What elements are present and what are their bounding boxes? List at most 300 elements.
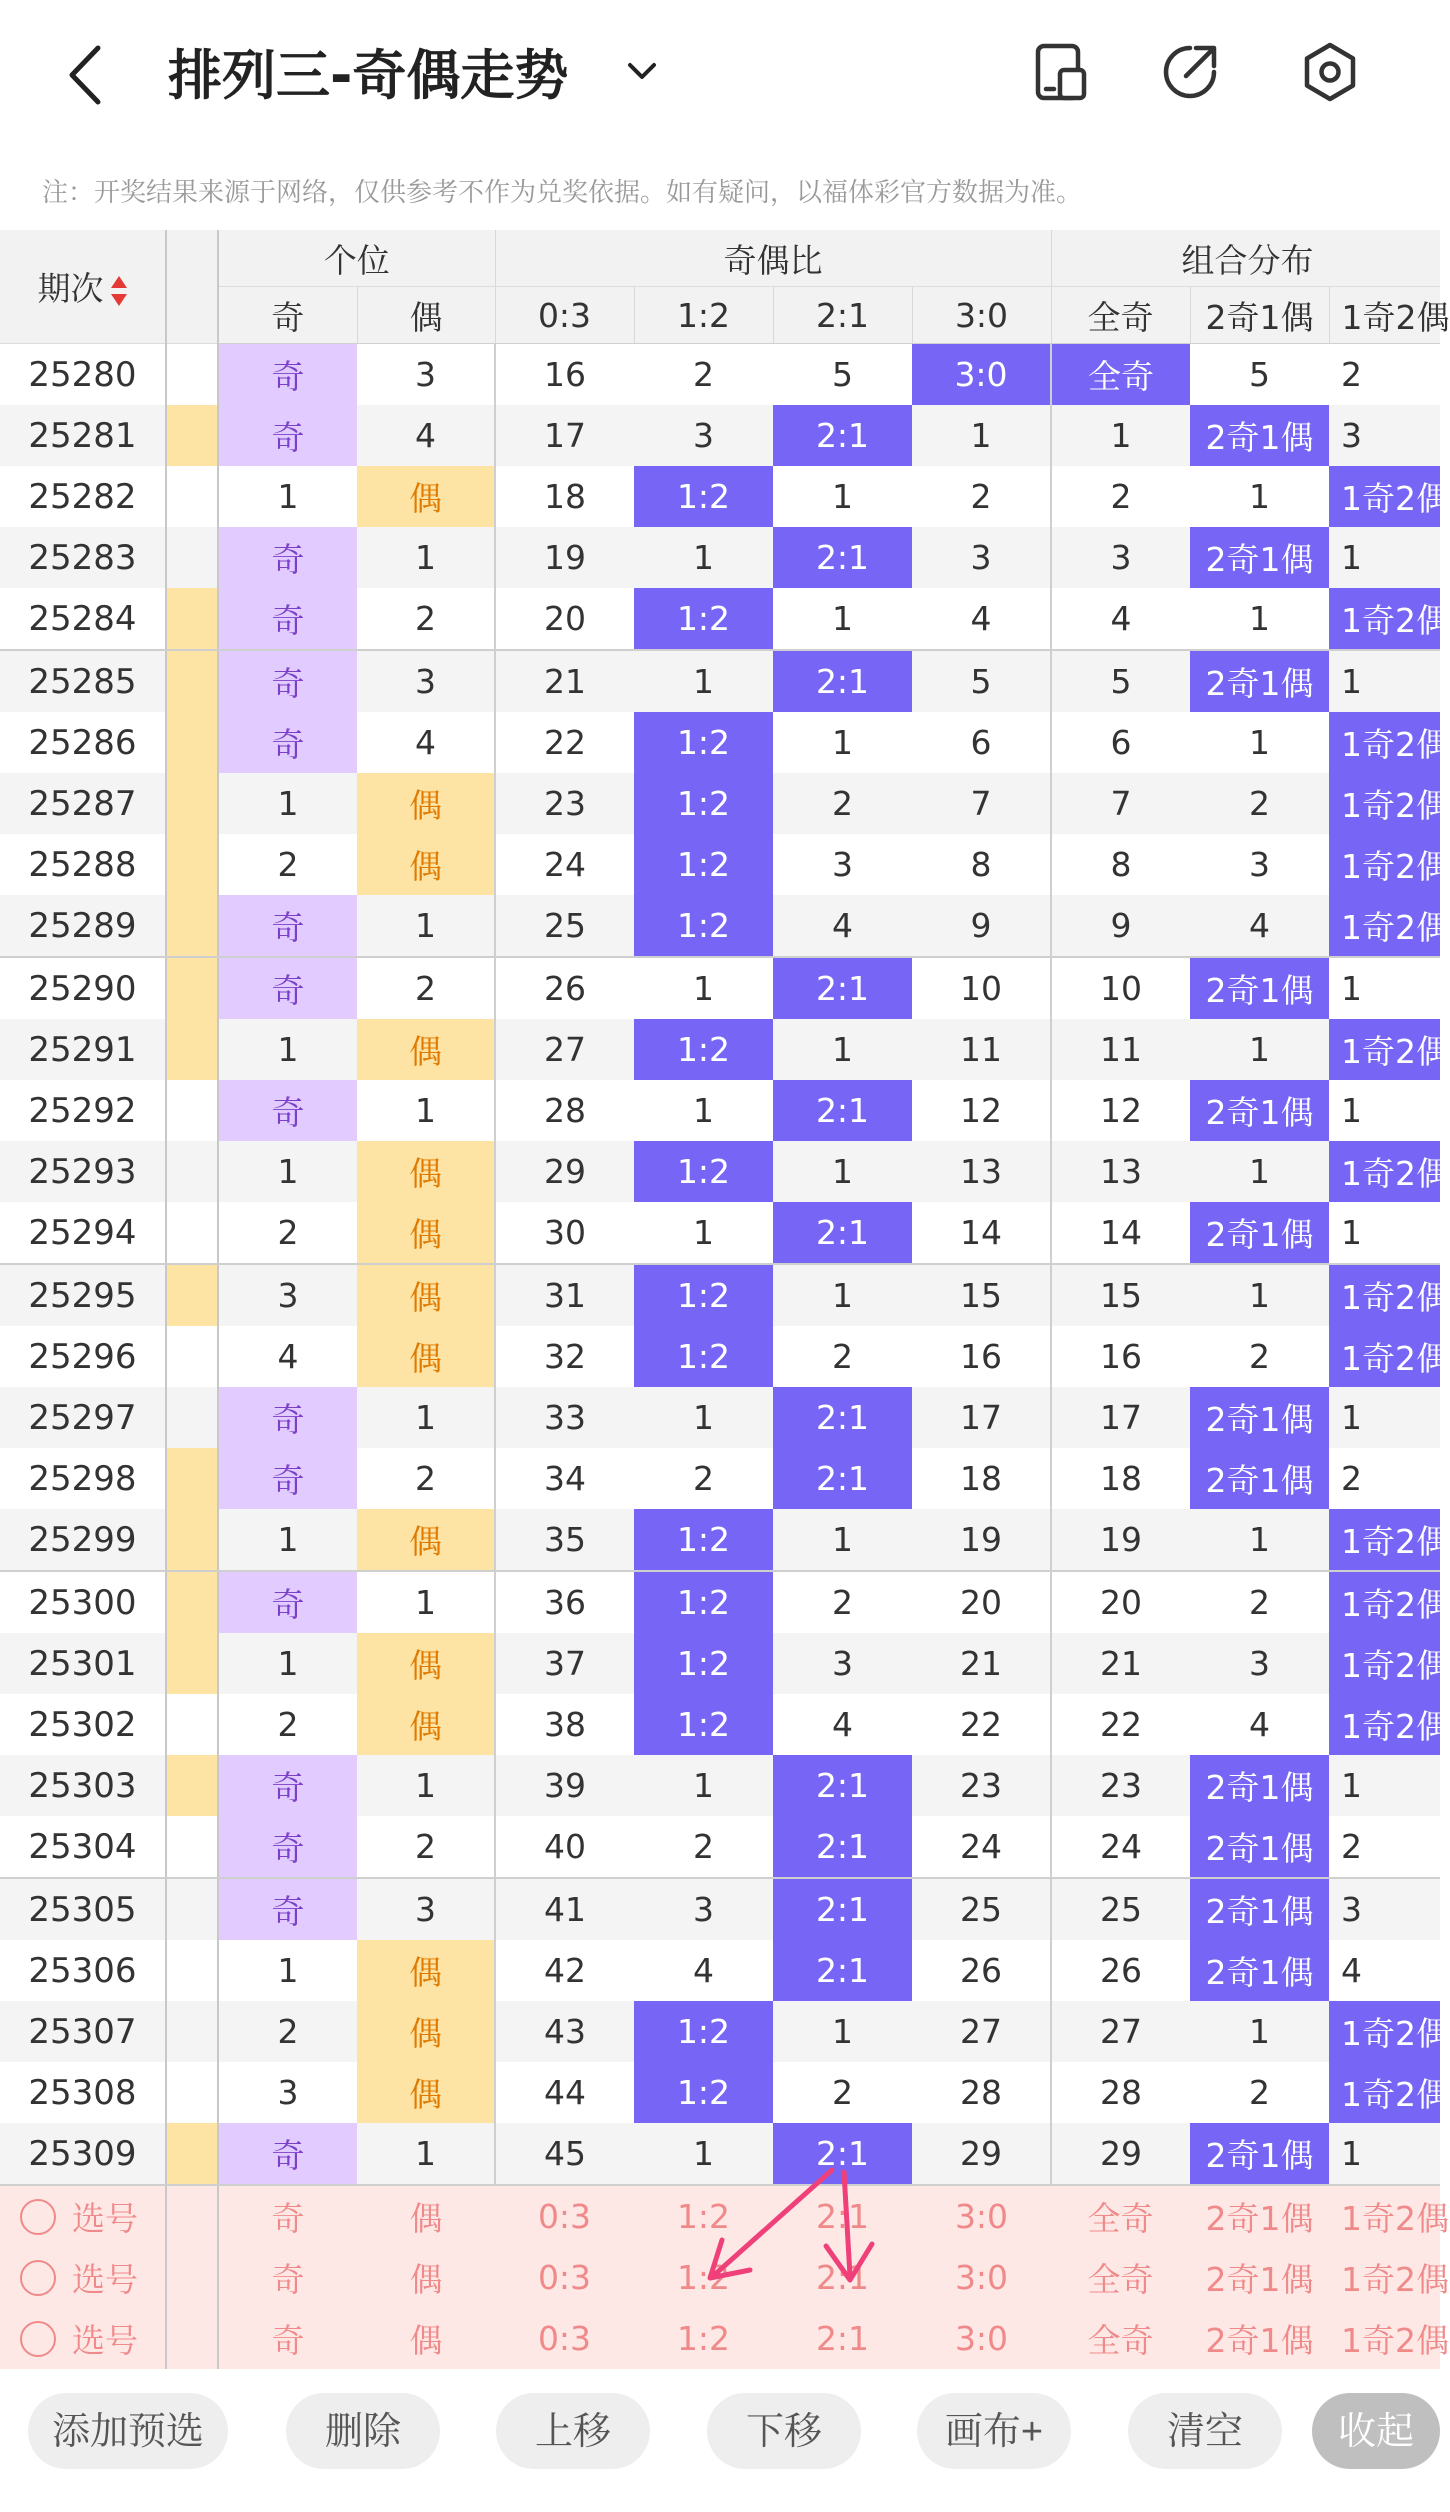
add-preselect-button[interactable]: 添加预选 bbox=[28, 2393, 228, 2469]
table-row bbox=[0, 1141, 1440, 1202]
period-cell: 25294 bbox=[0, 1202, 166, 1264]
bottom-toolbar bbox=[0, 2375, 1440, 2512]
period-cell: 25306 bbox=[0, 1940, 166, 2001]
combo-1odd-2even-cell: 1 bbox=[1341, 1091, 1362, 1130]
table-row bbox=[0, 1202, 1440, 1264]
period-cell: 25309 bbox=[0, 2123, 166, 2185]
ratio-3-0-cell: 13 bbox=[912, 1141, 1051, 1202]
unit-even-cell: 偶 bbox=[357, 1326, 495, 1387]
unit-even-cell: 1 bbox=[415, 1583, 436, 1622]
ratio-3-0-cell: 3 bbox=[912, 527, 1051, 588]
combo-2odd-1even-cell: 2奇1偶 bbox=[1190, 1940, 1329, 2001]
combo-2odd-1even-cell: 2奇1偶 bbox=[1190, 1080, 1329, 1141]
combo-2odd-1even-cell: 2奇1偶 bbox=[1190, 405, 1329, 466]
table-row bbox=[0, 1387, 1440, 1448]
pick-unit-odd-cell[interactable]: 奇 bbox=[218, 2185, 357, 2247]
period-cell: 25301 bbox=[0, 1633, 166, 1694]
ratio-2-1-cell: 2:1 bbox=[773, 1202, 912, 1264]
period-cell: 25303 bbox=[0, 1755, 166, 1816]
pick-ratio-2-1-cell[interactable]: 2:1 bbox=[773, 2185, 912, 2247]
col-header-1odd-2even: 1奇2偶 bbox=[1329, 287, 1440, 344]
ratio-0-3-cell: 17 bbox=[495, 405, 634, 466]
group-header-ratio: 奇偶比 bbox=[495, 230, 1051, 287]
unit-odd-cell: 1 bbox=[218, 1633, 357, 1694]
ratio-1-2-cell: 1:2 bbox=[634, 2062, 773, 2123]
combo-1odd-2even-cell: 1奇2偶 bbox=[1329, 834, 1440, 895]
pick-combo-1odd-2even-cell[interactable]: 1奇2偶 bbox=[1329, 2185, 1440, 2247]
marker-cell bbox=[166, 1080, 218, 1141]
ratio-0-3-cell: 27 bbox=[495, 1019, 634, 1080]
pick-row[interactable] bbox=[0, 2185, 1440, 2247]
combo-all-odd-cell: 25 bbox=[1051, 1878, 1190, 1940]
chevron-down-icon[interactable] bbox=[622, 52, 662, 92]
period-cell: 25296 bbox=[0, 1326, 166, 1387]
pick-unit-odd-cell[interactable]: 奇 bbox=[218, 2247, 357, 2308]
pick-ratio-0-3-cell[interactable]: 0:3 bbox=[495, 2247, 634, 2308]
combo-2odd-1even-cell: 2奇1偶 bbox=[1190, 527, 1329, 588]
col-header-1-2: 1:2 bbox=[634, 287, 773, 344]
ratio-2-1-cell: 1 bbox=[773, 1509, 912, 1571]
ratio-2-1-cell: 2:1 bbox=[773, 1448, 912, 1509]
combo-2odd-1even-cell: 1 bbox=[1190, 1264, 1329, 1326]
combo-1odd-2even-cell: 2 bbox=[1341, 1459, 1362, 1498]
pick-select-cell[interactable] bbox=[0, 2247, 166, 2308]
combo-2odd-1even-cell: 1 bbox=[1249, 477, 1270, 516]
combo-1odd-2even-cell: 1奇2偶 bbox=[1329, 466, 1440, 527]
unit-odd-cell: 奇 bbox=[218, 712, 357, 773]
unit-odd-cell: 1 bbox=[218, 1509, 357, 1571]
unit-even-cell: 4 bbox=[415, 723, 436, 762]
combo-1odd-2even-cell: 1 bbox=[1341, 969, 1362, 1008]
ratio-0-3-cell: 31 bbox=[495, 1264, 634, 1326]
table-row bbox=[0, 1326, 1440, 1387]
ratio-2-1-cell: 1 bbox=[832, 477, 853, 516]
combo-1odd-2even-cell: 1奇2偶 bbox=[1329, 1633, 1440, 1694]
unit-odd-cell: 奇 bbox=[218, 1755, 357, 1816]
unit-odd-cell: 奇 bbox=[218, 344, 357, 406]
marker-cell bbox=[166, 1202, 218, 1264]
combo-1odd-2even-cell: 1 bbox=[1329, 650, 1440, 712]
pick-ratio-2-1-cell[interactable]: 2:1 bbox=[773, 2308, 912, 2369]
table-row bbox=[0, 1633, 1440, 1694]
pick-ratio-1-2-cell[interactable]: 1:2 bbox=[634, 2308, 773, 2369]
combo-all-odd-cell: 22 bbox=[1051, 1694, 1190, 1755]
pick-unit-even-cell[interactable]: 偶 bbox=[357, 2185, 495, 2247]
unit-odd-cell: 奇 bbox=[218, 1080, 357, 1141]
pick-combo-all-odd-cell[interactable]: 全奇 bbox=[1051, 2308, 1190, 2369]
ratio-0-3-cell: 32 bbox=[495, 1326, 634, 1387]
table-row bbox=[0, 895, 1440, 957]
combo-all-odd-cell: 14 bbox=[1051, 1202, 1190, 1264]
marker-cell bbox=[166, 405, 218, 466]
pick-ratio-1-2-cell[interactable]: 1:2 bbox=[634, 2185, 773, 2247]
ratio-0-3-cell: 37 bbox=[495, 1633, 634, 1694]
marker-cell bbox=[166, 1878, 218, 1940]
combo-all-odd-cell: 8 bbox=[1051, 834, 1190, 895]
marker-cell bbox=[166, 2123, 218, 2185]
trend-table-container[interactable] bbox=[0, 230, 1450, 2370]
unit-odd-cell: 奇 bbox=[218, 1571, 357, 1633]
pick-select-cell[interactable] bbox=[0, 2185, 166, 2247]
pick-ratio-3-0-cell[interactable]: 3:0 bbox=[912, 2308, 1051, 2369]
pick-unit-even-cell[interactable]: 偶 bbox=[357, 2247, 495, 2308]
trend-table bbox=[0, 230, 1450, 2369]
ratio-1-2-cell: 2 bbox=[693, 1459, 714, 1498]
unit-even-cell: 偶 bbox=[357, 834, 495, 895]
combo-all-odd-cell: 10 bbox=[1051, 957, 1190, 1019]
table-row bbox=[0, 2123, 1440, 2185]
ratio-3-0-cell: 22 bbox=[960, 1705, 1002, 1744]
pick-combo-2odd-1even-cell[interactable]: 2奇1偶 bbox=[1190, 2185, 1329, 2247]
ratio-2-1-cell: 2:1 bbox=[773, 405, 912, 466]
back-icon[interactable] bbox=[58, 40, 118, 110]
ratio-3-0-cell: 10 bbox=[960, 969, 1002, 1008]
pick-select-cell[interactable] bbox=[0, 2308, 166, 2369]
canvas-button[interactable]: 画布+ bbox=[917, 2393, 1071, 2469]
combo-1odd-2even-cell: 1奇2偶 bbox=[1329, 588, 1440, 650]
pick-ratio-0-3-cell[interactable]: 0:3 bbox=[495, 2308, 634, 2369]
combo-1odd-2even-cell: 2 bbox=[1329, 1816, 1440, 1878]
period-cell: 25290 bbox=[0, 957, 166, 1019]
ratio-1-2-cell: 1:2 bbox=[634, 1264, 773, 1326]
unit-even-cell: 偶 bbox=[357, 1633, 495, 1694]
table-row bbox=[0, 957, 1440, 1019]
ratio-0-3-cell: 23 bbox=[495, 773, 634, 834]
move-up-button[interactable]: 上移 bbox=[496, 2393, 650, 2469]
combo-all-odd-cell: 17 bbox=[1051, 1387, 1190, 1448]
delete-button[interactable]: 删除 bbox=[286, 2393, 440, 2469]
ratio-2-1-cell: 2:1 bbox=[773, 1755, 912, 1816]
combo-all-odd-cell: 27 bbox=[1051, 2001, 1190, 2062]
period-cell: 25292 bbox=[0, 1080, 166, 1141]
marker-cell bbox=[166, 712, 218, 773]
combo-2odd-1even-cell: 2奇1偶 bbox=[1190, 1387, 1329, 1448]
combo-1odd-2even-cell: 1 bbox=[1329, 527, 1440, 588]
unit-even-cell: 3 bbox=[357, 1878, 495, 1940]
combo-all-odd-cell: 2 bbox=[1051, 466, 1190, 527]
page-title[interactable]: 排列三-奇偶走势 bbox=[168, 44, 569, 107]
marker-cell bbox=[166, 1816, 218, 1878]
combo-all-odd-cell: 23 bbox=[1051, 1755, 1190, 1816]
combo-2odd-1even-cell: 2 bbox=[1190, 773, 1329, 834]
phone-layout-icon[interactable] bbox=[1028, 40, 1092, 104]
settings-icon[interactable] bbox=[1298, 40, 1362, 104]
ratio-3-0-cell: 26 bbox=[960, 1951, 1002, 1990]
combo-1odd-2even-cell: 1奇2偶 bbox=[1329, 1264, 1440, 1326]
radio-circle-icon[interactable] bbox=[20, 2199, 56, 2235]
ratio-1-2-cell: 1:2 bbox=[634, 466, 773, 527]
combo-2odd-1even-cell: 2奇1偶 bbox=[1190, 1816, 1329, 1878]
combo-all-odd-cell: 9 bbox=[1051, 895, 1190, 957]
period-cell: 25282 bbox=[0, 466, 166, 527]
ratio-3-0-cell: 2 bbox=[970, 477, 992, 516]
col-header-ou: 偶 bbox=[357, 287, 495, 344]
ratio-2-1-cell: 2:1 bbox=[773, 1878, 912, 1940]
combo-all-odd-cell: 15 bbox=[1051, 1264, 1190, 1326]
pick-row[interactable] bbox=[0, 2308, 1440, 2369]
ratio-0-3-cell: 45 bbox=[495, 2123, 634, 2185]
combo-all-odd-cell: 1 bbox=[1051, 405, 1190, 466]
combo-1odd-2even-cell: 1奇2偶 bbox=[1329, 1509, 1440, 1571]
unit-odd-cell: 奇 bbox=[218, 405, 357, 466]
ratio-3-0-cell: 25 bbox=[912, 1878, 1051, 1940]
table-row bbox=[0, 1755, 1440, 1816]
combo-all-odd-cell: 21 bbox=[1051, 1633, 1190, 1694]
ratio-1-2-cell: 1 bbox=[634, 1202, 773, 1264]
ratio-1-2-cell: 1 bbox=[693, 1091, 714, 1130]
ratio-2-1-cell: 2 bbox=[773, 773, 912, 834]
ratio-1-2-cell: 1:2 bbox=[634, 1019, 773, 1080]
combo-1odd-2even-cell: 1奇2偶 bbox=[1329, 1141, 1440, 1202]
marker-cell bbox=[166, 834, 218, 895]
marker-cell bbox=[166, 773, 218, 834]
ratio-1-2-cell: 1:2 bbox=[634, 895, 773, 957]
table-row bbox=[0, 2001, 1440, 2062]
pick-combo-all-odd-cell[interactable]: 全奇 bbox=[1051, 2185, 1190, 2247]
marker-cell bbox=[166, 2247, 218, 2308]
pick-ratio-0-3-cell[interactable]: 0:3 bbox=[495, 2185, 634, 2247]
group-header-combo: 组合分布 bbox=[1051, 230, 1440, 287]
combo-2odd-1even-cell: 2奇1偶 bbox=[1190, 957, 1329, 1019]
combo-1odd-2even-cell: 1 bbox=[1329, 1387, 1440, 1448]
ratio-1-2-cell: 1:2 bbox=[634, 1326, 773, 1387]
combo-1odd-2even-cell: 1 bbox=[1329, 2123, 1440, 2185]
unit-odd-cell: 奇 bbox=[218, 588, 357, 650]
combo-1odd-2even-cell: 1奇2偶 bbox=[1329, 895, 1440, 957]
ratio-2-1-cell: 2:1 bbox=[773, 1080, 912, 1141]
combo-2odd-1even-cell: 2奇1偶 bbox=[1190, 1755, 1329, 1816]
pick-label: 选号 bbox=[72, 2321, 138, 2360]
combo-2odd-1even-cell: 4 bbox=[1249, 1705, 1270, 1744]
combo-all-odd-cell: 7 bbox=[1051, 773, 1190, 834]
combo-1odd-2even-cell: 1奇2偶 bbox=[1329, 2062, 1440, 2123]
marker-cell bbox=[166, 1387, 218, 1448]
unit-even-cell: 偶 bbox=[357, 1694, 495, 1755]
ratio-0-3-cell: 30 bbox=[495, 1202, 634, 1264]
ratio-2-1-cell: 3 bbox=[832, 845, 853, 884]
period-cell: 25295 bbox=[0, 1264, 166, 1326]
table-row bbox=[0, 1694, 1440, 1755]
sort-icon[interactable] bbox=[110, 274, 128, 308]
marker-cell bbox=[166, 957, 218, 1019]
period-header[interactable]: 期次 bbox=[0, 230, 166, 344]
ratio-0-3-cell: 20 bbox=[495, 588, 634, 650]
pick-label: 选号 bbox=[72, 2199, 138, 2238]
marker-cell bbox=[166, 1755, 218, 1816]
ratio-3-0-cell: 4 bbox=[912, 588, 1051, 650]
period-cell: 25289 bbox=[0, 895, 166, 957]
pick-row[interactable] bbox=[0, 2247, 1440, 2308]
period-cell: 25288 bbox=[0, 834, 166, 895]
ratio-1-2-cell: 1 bbox=[693, 969, 714, 1008]
ratio-2-1-cell: 1 bbox=[773, 588, 912, 650]
col-header-2odd-1even: 2奇1偶 bbox=[1190, 287, 1329, 344]
group-header-unit: 个位 bbox=[218, 230, 495, 287]
ratio-3-0-cell: 15 bbox=[912, 1264, 1051, 1326]
unit-even-cell: 偶 bbox=[357, 1264, 495, 1326]
unit-odd-cell: 奇 bbox=[218, 650, 357, 712]
unit-even-cell: 3 bbox=[357, 650, 495, 712]
combo-all-odd-cell: 12 bbox=[1051, 1080, 1190, 1141]
combo-1odd-2even-cell: 3 bbox=[1329, 405, 1440, 466]
ratio-2-1-cell: 4 bbox=[832, 1705, 853, 1744]
unit-even-cell: 2 bbox=[415, 1459, 436, 1498]
unit-odd-cell: 奇 bbox=[218, 1816, 357, 1878]
ratio-2-1-cell: 2:1 bbox=[773, 1387, 912, 1448]
ratio-1-2-cell: 1:2 bbox=[634, 773, 773, 834]
combo-2odd-1even-cell: 2 bbox=[1249, 2073, 1270, 2112]
radio-circle-icon[interactable] bbox=[20, 2260, 56, 2296]
table-row bbox=[0, 527, 1440, 588]
period-cell: 25297 bbox=[0, 1387, 166, 1448]
unit-even-cell: 1 bbox=[357, 2123, 495, 2185]
unit-odd-cell: 2 bbox=[218, 1202, 357, 1264]
period-cell: 25307 bbox=[0, 2001, 166, 2062]
pick-combo-all-odd-cell[interactable]: 全奇 bbox=[1051, 2247, 1190, 2308]
ratio-2-1-cell: 1 bbox=[773, 2001, 912, 2062]
ratio-0-3-cell: 29 bbox=[495, 1141, 634, 1202]
table-row bbox=[0, 1019, 1440, 1080]
move-down-button[interactable]: 下移 bbox=[707, 2393, 861, 2469]
period-cell: 25280 bbox=[0, 344, 166, 406]
marker-cell bbox=[166, 650, 218, 712]
ratio-2-1-cell: 1 bbox=[773, 1019, 912, 1080]
table-row bbox=[0, 1448, 1440, 1509]
combo-all-odd-cell: 16 bbox=[1051, 1326, 1190, 1387]
pick-label: 选号 bbox=[72, 2260, 138, 2299]
marker-column-header bbox=[166, 230, 218, 344]
col-header-all-odd: 全奇 bbox=[1051, 287, 1190, 344]
unit-even-cell: 偶 bbox=[357, 1940, 495, 2001]
combo-1odd-2even-cell: 1奇2偶 bbox=[1329, 2001, 1440, 2062]
combo-2odd-1even-cell: 2奇1偶 bbox=[1190, 650, 1329, 712]
collapse-button[interactable]: 收起 bbox=[1312, 2393, 1440, 2469]
marker-cell bbox=[166, 2185, 218, 2247]
marker-cell bbox=[166, 466, 218, 527]
share-icon[interactable] bbox=[1158, 40, 1222, 104]
ratio-3-0-cell: 23 bbox=[912, 1755, 1051, 1816]
ratio-2-1-cell: 2:1 bbox=[773, 527, 912, 588]
pick-unit-even-cell[interactable]: 偶 bbox=[357, 2308, 495, 2369]
ratio-1-2-cell: 1:2 bbox=[634, 1141, 773, 1202]
marker-cell bbox=[166, 1019, 218, 1080]
ratio-1-2-cell: 2 bbox=[693, 355, 714, 394]
pick-ratio-1-2-cell[interactable]: 1:2 bbox=[634, 2247, 773, 2308]
ratio-0-3-cell: 33 bbox=[495, 1387, 634, 1448]
ratio-3-0-cell: 16 bbox=[960, 1337, 1002, 1376]
ratio-3-0-cell: 7 bbox=[912, 773, 1051, 834]
combo-all-odd-cell: 3 bbox=[1051, 527, 1190, 588]
unit-even-cell: 3 bbox=[415, 355, 436, 394]
combo-2odd-1even-cell: 2奇1偶 bbox=[1190, 1202, 1329, 1264]
ratio-1-2-cell: 1:2 bbox=[634, 1694, 773, 1755]
ratio-2-1-cell: 1 bbox=[832, 723, 853, 762]
marker-cell bbox=[166, 1571, 218, 1633]
ratio-0-3-cell: 19 bbox=[495, 527, 634, 588]
ratio-2-1-cell: 4 bbox=[773, 895, 912, 957]
radio-circle-icon[interactable] bbox=[20, 2321, 56, 2357]
combo-all-odd-cell: 13 bbox=[1051, 1141, 1190, 1202]
ratio-1-2-cell: 4 bbox=[693, 1951, 714, 1990]
pick-combo-1odd-2even-cell[interactable]: 1奇2偶 bbox=[1329, 2308, 1440, 2369]
ratio-1-2-cell: 3 bbox=[634, 405, 773, 466]
unit-even-cell: 1 bbox=[357, 1755, 495, 1816]
ratio-0-3-cell: 25 bbox=[495, 895, 634, 957]
unit-even-cell: 1 bbox=[357, 527, 495, 588]
unit-odd-cell: 2 bbox=[218, 1694, 357, 1755]
combo-1odd-2even-cell: 1奇2偶 bbox=[1329, 1694, 1440, 1755]
unit-even-cell: 偶 bbox=[357, 1509, 495, 1571]
pick-combo-2odd-1even-cell[interactable]: 2奇1偶 bbox=[1190, 2247, 1329, 2308]
ratio-1-2-cell: 1:2 bbox=[634, 1571, 773, 1633]
ratio-1-2-cell: 1:2 bbox=[634, 834, 773, 895]
period-cell: 25305 bbox=[0, 1878, 166, 1940]
unit-even-cell: 2 bbox=[357, 588, 495, 650]
unit-even-cell: 偶 bbox=[357, 2062, 495, 2123]
pick-ratio-2-1-cell[interactable]: 2:1 bbox=[773, 2247, 912, 2308]
combo-2odd-1even-cell: 1 bbox=[1190, 2001, 1329, 2062]
col-header-2-1: 2:1 bbox=[773, 287, 912, 344]
pick-unit-odd-cell[interactable]: 奇 bbox=[218, 2308, 357, 2369]
marker-cell bbox=[166, 588, 218, 650]
period-cell: 25298 bbox=[0, 1448, 166, 1509]
combo-1odd-2even-cell: 1奇2偶 bbox=[1329, 712, 1440, 773]
period-cell: 25283 bbox=[0, 527, 166, 588]
ratio-0-3-cell: 42 bbox=[495, 1940, 634, 2001]
ratio-0-3-cell: 24 bbox=[495, 834, 634, 895]
combo-2odd-1even-cell: 1 bbox=[1190, 1141, 1329, 1202]
table-row bbox=[0, 1080, 1440, 1141]
ratio-0-3-cell: 36 bbox=[495, 1571, 634, 1633]
ratio-3-0-cell: 29 bbox=[912, 2123, 1051, 2185]
unit-odd-cell: 3 bbox=[218, 1264, 357, 1326]
unit-even-cell: 1 bbox=[357, 895, 495, 957]
marker-cell bbox=[166, 1326, 218, 1387]
marker-cell bbox=[166, 895, 218, 957]
unit-even-cell: 偶 bbox=[357, 2001, 495, 2062]
table-row bbox=[0, 712, 1440, 773]
ratio-2-1-cell: 2:1 bbox=[773, 957, 912, 1019]
combo-2odd-1even-cell: 5 bbox=[1249, 355, 1270, 394]
marker-cell bbox=[166, 1694, 218, 1755]
pick-ratio-3-0-cell[interactable]: 3:0 bbox=[912, 2247, 1051, 2308]
ratio-3-0-cell: 21 bbox=[912, 1633, 1051, 1694]
ratio-0-3-cell: 21 bbox=[495, 650, 634, 712]
ratio-3-0-cell: 8 bbox=[970, 845, 992, 884]
marker-cell bbox=[166, 344, 218, 406]
combo-all-odd-cell: 6 bbox=[1051, 712, 1190, 773]
table-row bbox=[0, 405, 1440, 466]
clear-button[interactable]: 清空 bbox=[1128, 2393, 1282, 2469]
table-row bbox=[0, 466, 1440, 527]
marker-cell bbox=[166, 2308, 218, 2369]
unit-odd-cell: 1 bbox=[218, 773, 357, 834]
pick-ratio-3-0-cell[interactable]: 3:0 bbox=[912, 2185, 1051, 2247]
pick-combo-1odd-2even-cell[interactable]: 1奇2偶 bbox=[1329, 2247, 1440, 2308]
unit-even-cell: 1 bbox=[357, 1387, 495, 1448]
period-cell: 25291 bbox=[0, 1019, 166, 1080]
unit-odd-cell: 奇 bbox=[218, 1387, 357, 1448]
combo-all-odd-cell: 全奇 bbox=[1051, 344, 1190, 406]
period-cell: 25286 bbox=[0, 712, 166, 773]
ratio-1-2-cell: 1:2 bbox=[634, 2001, 773, 2062]
ratio-0-3-cell: 26 bbox=[495, 957, 634, 1019]
ratio-1-2-cell: 1 bbox=[634, 1755, 773, 1816]
pick-combo-2odd-1even-cell[interactable]: 2奇1偶 bbox=[1190, 2308, 1329, 2369]
combo-2odd-1even-cell: 1 bbox=[1190, 588, 1329, 650]
ratio-0-3-cell: 38 bbox=[495, 1694, 634, 1755]
ratio-3-0-cell: 19 bbox=[912, 1509, 1051, 1571]
